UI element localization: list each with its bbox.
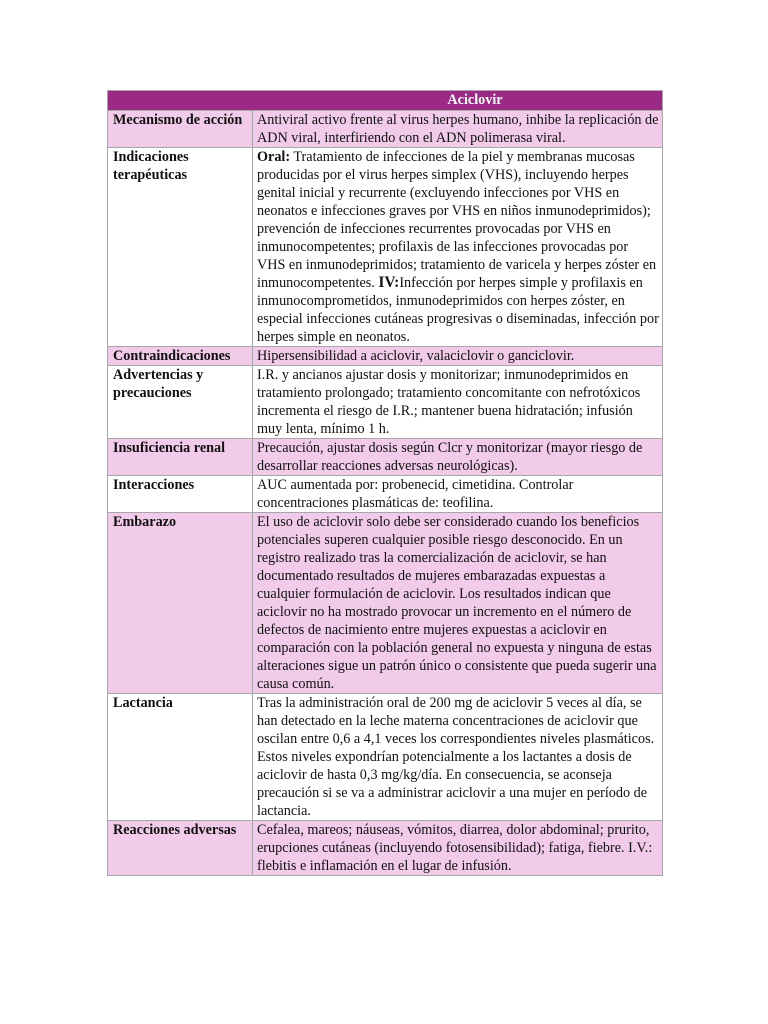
row-label-insuficiencia-renal: Insuficiencia renal: [108, 439, 253, 476]
row-label-contraindicaciones: Contraindicaciones: [108, 347, 253, 366]
table-row-mecanismo: [108, 111, 663, 148]
table-title: Aciclovir: [108, 91, 663, 111]
table-row-embarazo: [108, 513, 663, 694]
row-value-contraindicaciones: Hipersensibilidad a aciclovir, valaciclovir o ganciclovir.: [253, 347, 663, 366]
table-row-insuficiencia-renal: [108, 439, 663, 476]
oral-label: Oral:: [257, 149, 291, 165]
table-row-indicaciones: [108, 148, 663, 347]
row-value-embarazo: El uso de aciclovir solo debe ser considerado cuando los beneficios potenciales superen cualquier posible riesgo desconocido. En un registro realizado tras la comercialización de aciclovir, se han documentado resultados de mujeres embarazadas expuestas a cualquier formulación de aciclovir. Los resultados indican que aciclovir no ha mostrado provocar un incremento en el número de defectos de nacimiento entre mujeres expuestas a aciclovir en comparación con la población general no expuesta y ninguna de estas alteraciones sigue un patrón único o consistente que pueda sugerir una causa común.: [253, 513, 663, 694]
row-value-advertencias: I.R. y ancianos ajustar dosis y monitorizar; inmunodeprimidos en tratamiento prolongado; tratamiento concomitante con nefrotóxicos incrementa el riesgo de I.R.; mantener buena hidratación; infusión muy lenta, mínimo 1 h.: [253, 366, 663, 439]
row-value-mecanismo: Antiviral activo frente al virus herpes humano, inhibe la replicación de ADN viral, interfiriendo con el ADN polimerasa viral.: [253, 111, 663, 148]
table-row-reacciones-adversas: [108, 821, 663, 876]
table-row-interacciones: [108, 476, 663, 513]
row-label-lactancia: Lactancia: [108, 694, 253, 821]
row-value-insuficiencia-renal: Precaución, ajustar dosis según Clcr y monitorizar (mayor riesgo de desarrollar reacciones adversas neurológicas).: [253, 439, 663, 476]
row-value-indicaciones: [253, 148, 663, 347]
iv-label: IV:: [378, 274, 400, 291]
row-label-reacciones-adversas: Reacciones adversas: [108, 821, 253, 876]
iv-text: Infección por herpes simple y profilaxis en inmunocomprometidos, inmunodeprimidos con herpes zóster, en especial infecciones cutáneas progresivas o diseminadas, infección por herpes simple en neonatos.: [257, 275, 659, 345]
row-value-lactancia: Tras la administración oral de 200 mg de aciclovir 5 veces al día, se han detectado en la leche materna concentraciones de aciclovir que oscilan entre 0,6 a 4,1 veces los correspondientes niveles plasmáticos. Estos niveles expondrían potencialmente a los lactantes a dosis de aciclovir de hasta 0,3 mg/kg/día. En consecuencia, se aconseja precaución si se va a administrar aciclovir a una mujer en período de lactancia.: [253, 694, 663, 821]
drug-info-table: [107, 90, 663, 876]
row-label-interacciones: Interacciones: [108, 476, 253, 513]
row-label-advertencias: Advertencias y precauciones: [108, 366, 253, 439]
row-value-reacciones-adversas: Cefalea, mareos; náuseas, vómitos, diarrea, dolor abdominal; prurito, erupciones cutáneas (incluyendo fotosensibilidad); fatiga, fiebre. I.V.: flebitis e inflamación en el lugar de infusión.: [253, 821, 663, 876]
oral-text: Tratamiento de infecciones de la piel y membranas mucosas producidas por el virus herpes simplex (VHS), incluyendo herpes genital inicial y recurrente (excluyendo infecciones por VHS en neonatos e infecciones graves por VHS en niños inmunodeprimidos); prevención de infecciones recurrentes provocadas por VHS en inmunocompetentes; profilaxis de las infecciones provocadas por VHS en inmunodeprimidos; tratamiento de varicela y herpes zóster en inmunocompetentes.: [257, 149, 657, 291]
row-label-mecanismo: Mecanismo de acción: [108, 111, 253, 148]
row-label-indicaciones: Indicaciones terapéuticas: [108, 148, 253, 347]
row-value-interacciones: AUC aumentada por: probenecid, cimetidina. Controlar concentraciones plasmáticas de: teofilina.: [253, 476, 663, 513]
table-row-advertencias: [108, 366, 663, 439]
row-label-embarazo: Embarazo: [108, 513, 253, 694]
table-header-row: [108, 91, 663, 111]
table-row-contraindicaciones: [108, 347, 663, 366]
table-row-lactancia: [108, 694, 663, 821]
